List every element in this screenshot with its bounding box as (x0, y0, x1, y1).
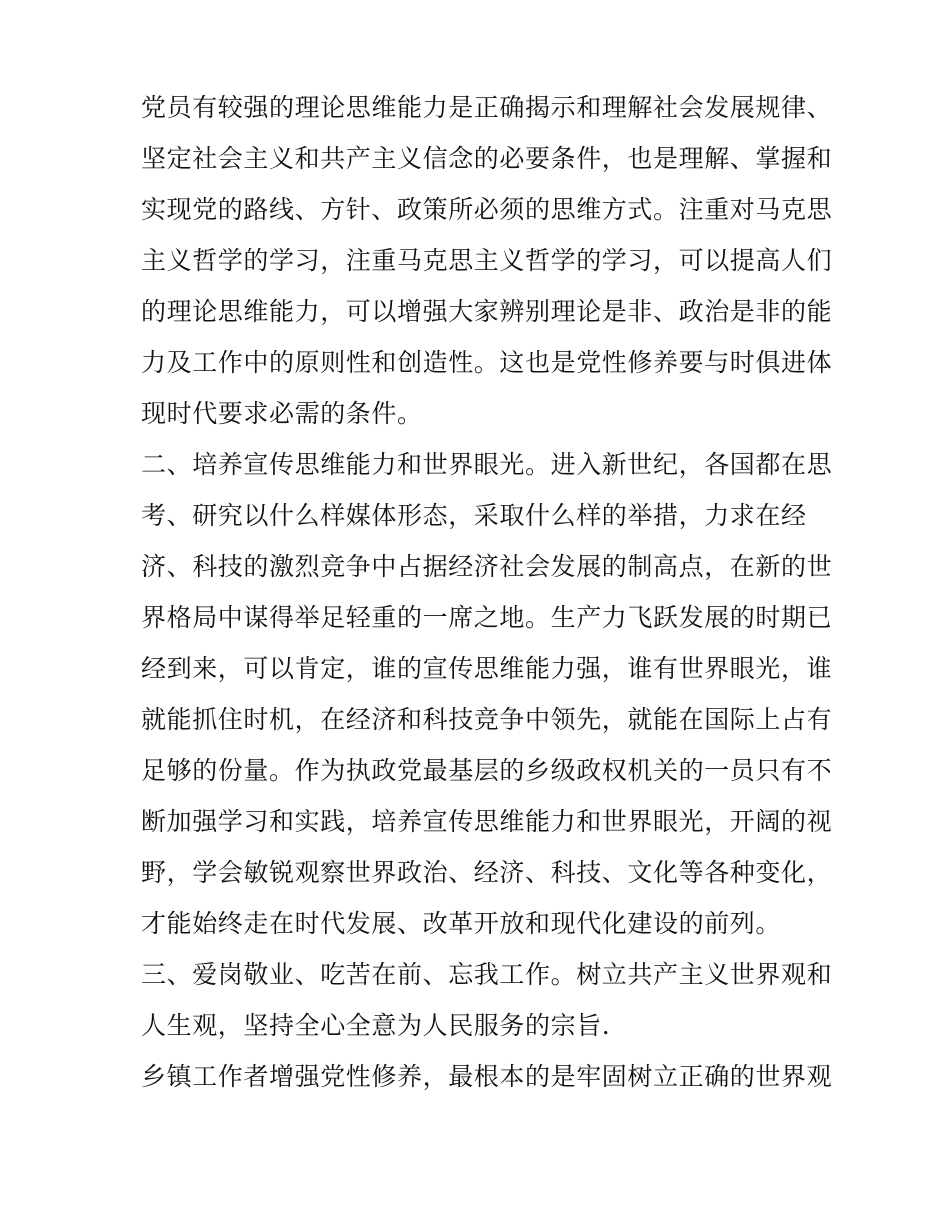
text-line: 坚定社会主义和共产主义信念的必要条件，也是理解、掌握和 (141, 144, 833, 173)
text-line: 乡镇工作者增强党性修养，最根本的是牢固树立正确的世界观 (141, 1062, 833, 1091)
text-line: 人生观，坚持全心全意为人民服务的宗旨. (141, 1011, 611, 1040)
text-line: 的理论思维能力，可以增强大家辨别理论是非、政治是非的能 (141, 297, 833, 326)
text-line: 就能抓住时机，在经济和科技竞争中领先，就能在国际上占有 (141, 705, 833, 734)
text-line: 野，学会敏锐观察世界政治、经济、科技、文化等各种变化， (141, 858, 833, 887)
text-line: 经到来，可以肯定，谁的宣传思维能力强，谁有世界眼光，谁 (141, 654, 833, 683)
section-heading-line: 三、爱岗敬业、吃苦在前、忘我工作。树立共产主义世界观和 (141, 960, 833, 989)
text-line: 才能始终走在时代发展、改革开放和现代化建设的前列。 (141, 909, 782, 938)
text-line: 断加强学习和实践，培养宣传思维能力和世界眼光，开阔的视 (141, 807, 833, 836)
text-line: 现时代要求必需的条件。 (141, 399, 423, 428)
text-line: 主义哲学的学习，注重马克思主义哲学的学习，可以提高人们 (141, 246, 833, 275)
text-line: 力及工作中的原则性和创造性。这也是党性修养要与时俱进体 (141, 348, 833, 377)
text-line: 考、研究以什么样媒体形态，采取什么样的举措，力求在经 (141, 501, 807, 530)
section-heading-line: 二、培养宣传思维能力和世界眼光。进入新世纪，各国都在思 (141, 450, 833, 479)
text-line: 界格局中谋得举足轻重的一席之地。生产力飞跃发展的时期已 (141, 603, 833, 632)
text-line: 党员有较强的理论思维能力是正确揭示和理解社会发展规律、 (141, 93, 833, 122)
body-text (141, 82, 831, 1102)
text-line: 足够的份量。作为执政党最基层的乡级政权机关的一员只有不 (141, 756, 833, 785)
text-line: 实现党的路线、方针、政策所必须的思维方式。注重对马克思 (141, 195, 833, 224)
text-line: 济、科技的激烈竞争中占据经济社会发展的制高点，在新的世 (141, 552, 833, 581)
